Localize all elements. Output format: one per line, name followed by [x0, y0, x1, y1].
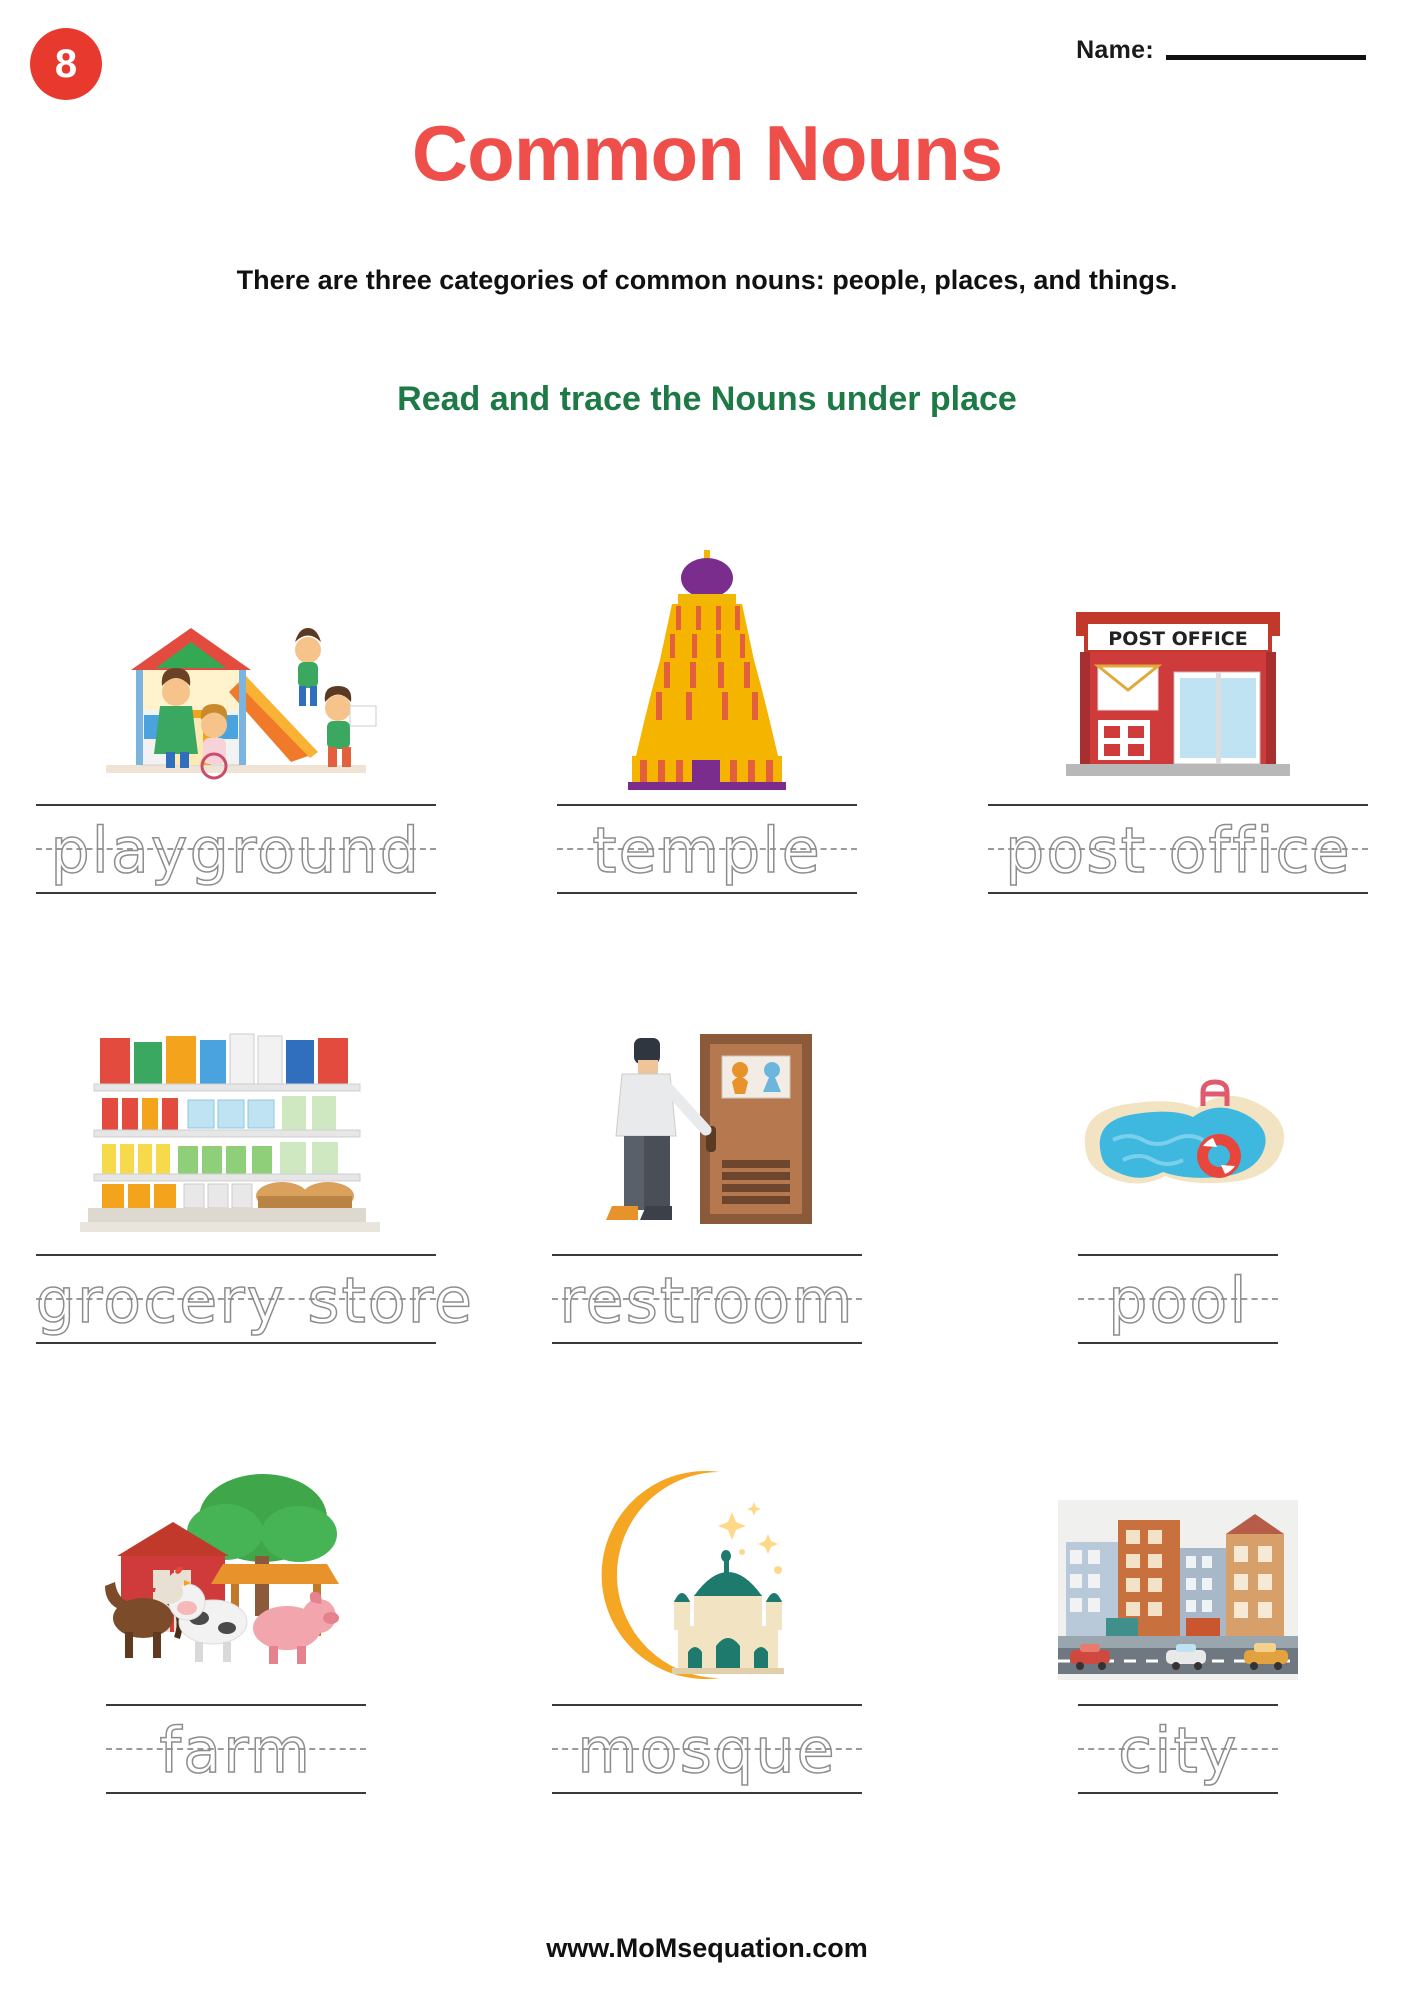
tracing-line[interactable]	[36, 796, 436, 904]
worksheet-item	[471, 940, 942, 1354]
trace-word: restroom	[559, 1264, 855, 1337]
worksheet-item	[0, 1390, 471, 1804]
trace-base-line	[988, 892, 1368, 894]
tracing-line[interactable]	[106, 1696, 366, 1804]
trace-base-line	[106, 1792, 366, 1794]
trace-top-line	[106, 1704, 366, 1706]
post-office-illustration	[1008, 490, 1348, 790]
tracing-line[interactable]	[988, 796, 1368, 904]
farm-illustration	[66, 1390, 406, 1690]
trace-top-line	[36, 1254, 436, 1256]
playground-illustration	[66, 490, 406, 790]
worksheet-item	[471, 490, 942, 904]
trace-word: post office	[1005, 814, 1352, 887]
tracing-line[interactable]	[1078, 1696, 1278, 1804]
grocery-store-illustration	[66, 940, 406, 1240]
tracing-line[interactable]	[557, 796, 857, 904]
tracing-line[interactable]	[1078, 1246, 1278, 1354]
temple-illustration	[537, 490, 877, 790]
trace-top-line	[1078, 1254, 1278, 1256]
trace-top-line	[552, 1254, 862, 1256]
trace-base-line	[552, 1342, 862, 1344]
trace-base-line	[1078, 1342, 1278, 1344]
svg-text:POST OFFICE: POST OFFICE	[1108, 628, 1249, 650]
worksheet-item	[943, 940, 1414, 1354]
trace-base-line	[1078, 1792, 1278, 1794]
tracing-line[interactable]	[552, 1696, 862, 1804]
trace-base-line	[36, 1342, 436, 1344]
trace-top-line	[1078, 1704, 1278, 1706]
tracing-line[interactable]	[552, 1246, 862, 1354]
page-number-value: 8	[54, 41, 78, 86]
trace-word: playground	[50, 814, 421, 887]
worksheet-grid	[0, 490, 1414, 1804]
page-subtitle: There are three categories of common nouns: people, places, and things.	[236, 265, 1178, 295]
trace-word: temple	[592, 814, 822, 887]
trace-top-line	[988, 804, 1368, 806]
name-field-block	[1076, 36, 1366, 65]
name-input-line[interactable]	[1166, 55, 1366, 60]
city-illustration	[1008, 1390, 1348, 1690]
worksheet-item	[943, 490, 1414, 904]
trace-top-line	[557, 804, 857, 806]
name-label: Name:	[1076, 36, 1154, 64]
trace-word: grocery store	[35, 1264, 475, 1337]
trace-base-line	[552, 1792, 862, 1794]
worksheet-item	[943, 1390, 1414, 1804]
instruction-text: Read and trace the Nouns under place	[397, 380, 1017, 418]
trace-base-line	[36, 892, 436, 894]
page-number-badge	[30, 28, 102, 100]
trace-top-line	[552, 1704, 862, 1706]
worksheet-item	[0, 940, 475, 1354]
swimming-pool-illustration	[1008, 940, 1348, 1240]
trace-word: mosque	[577, 1714, 837, 1787]
mosque-illustration	[537, 1390, 877, 1690]
restroom-illustration	[537, 940, 877, 1240]
worksheet-item	[0, 490, 471, 904]
footer-website: www.MoMsequation.com	[546, 1933, 868, 1963]
trace-word: city	[1118, 1714, 1239, 1787]
trace-base-line	[557, 892, 857, 894]
page-title: Common Nouns	[411, 109, 1003, 197]
tracing-line[interactable]	[35, 1246, 475, 1354]
trace-word: farm	[159, 1714, 312, 1787]
trace-word: pool	[1108, 1264, 1249, 1337]
trace-top-line	[36, 804, 436, 806]
worksheet-item	[471, 1390, 942, 1804]
